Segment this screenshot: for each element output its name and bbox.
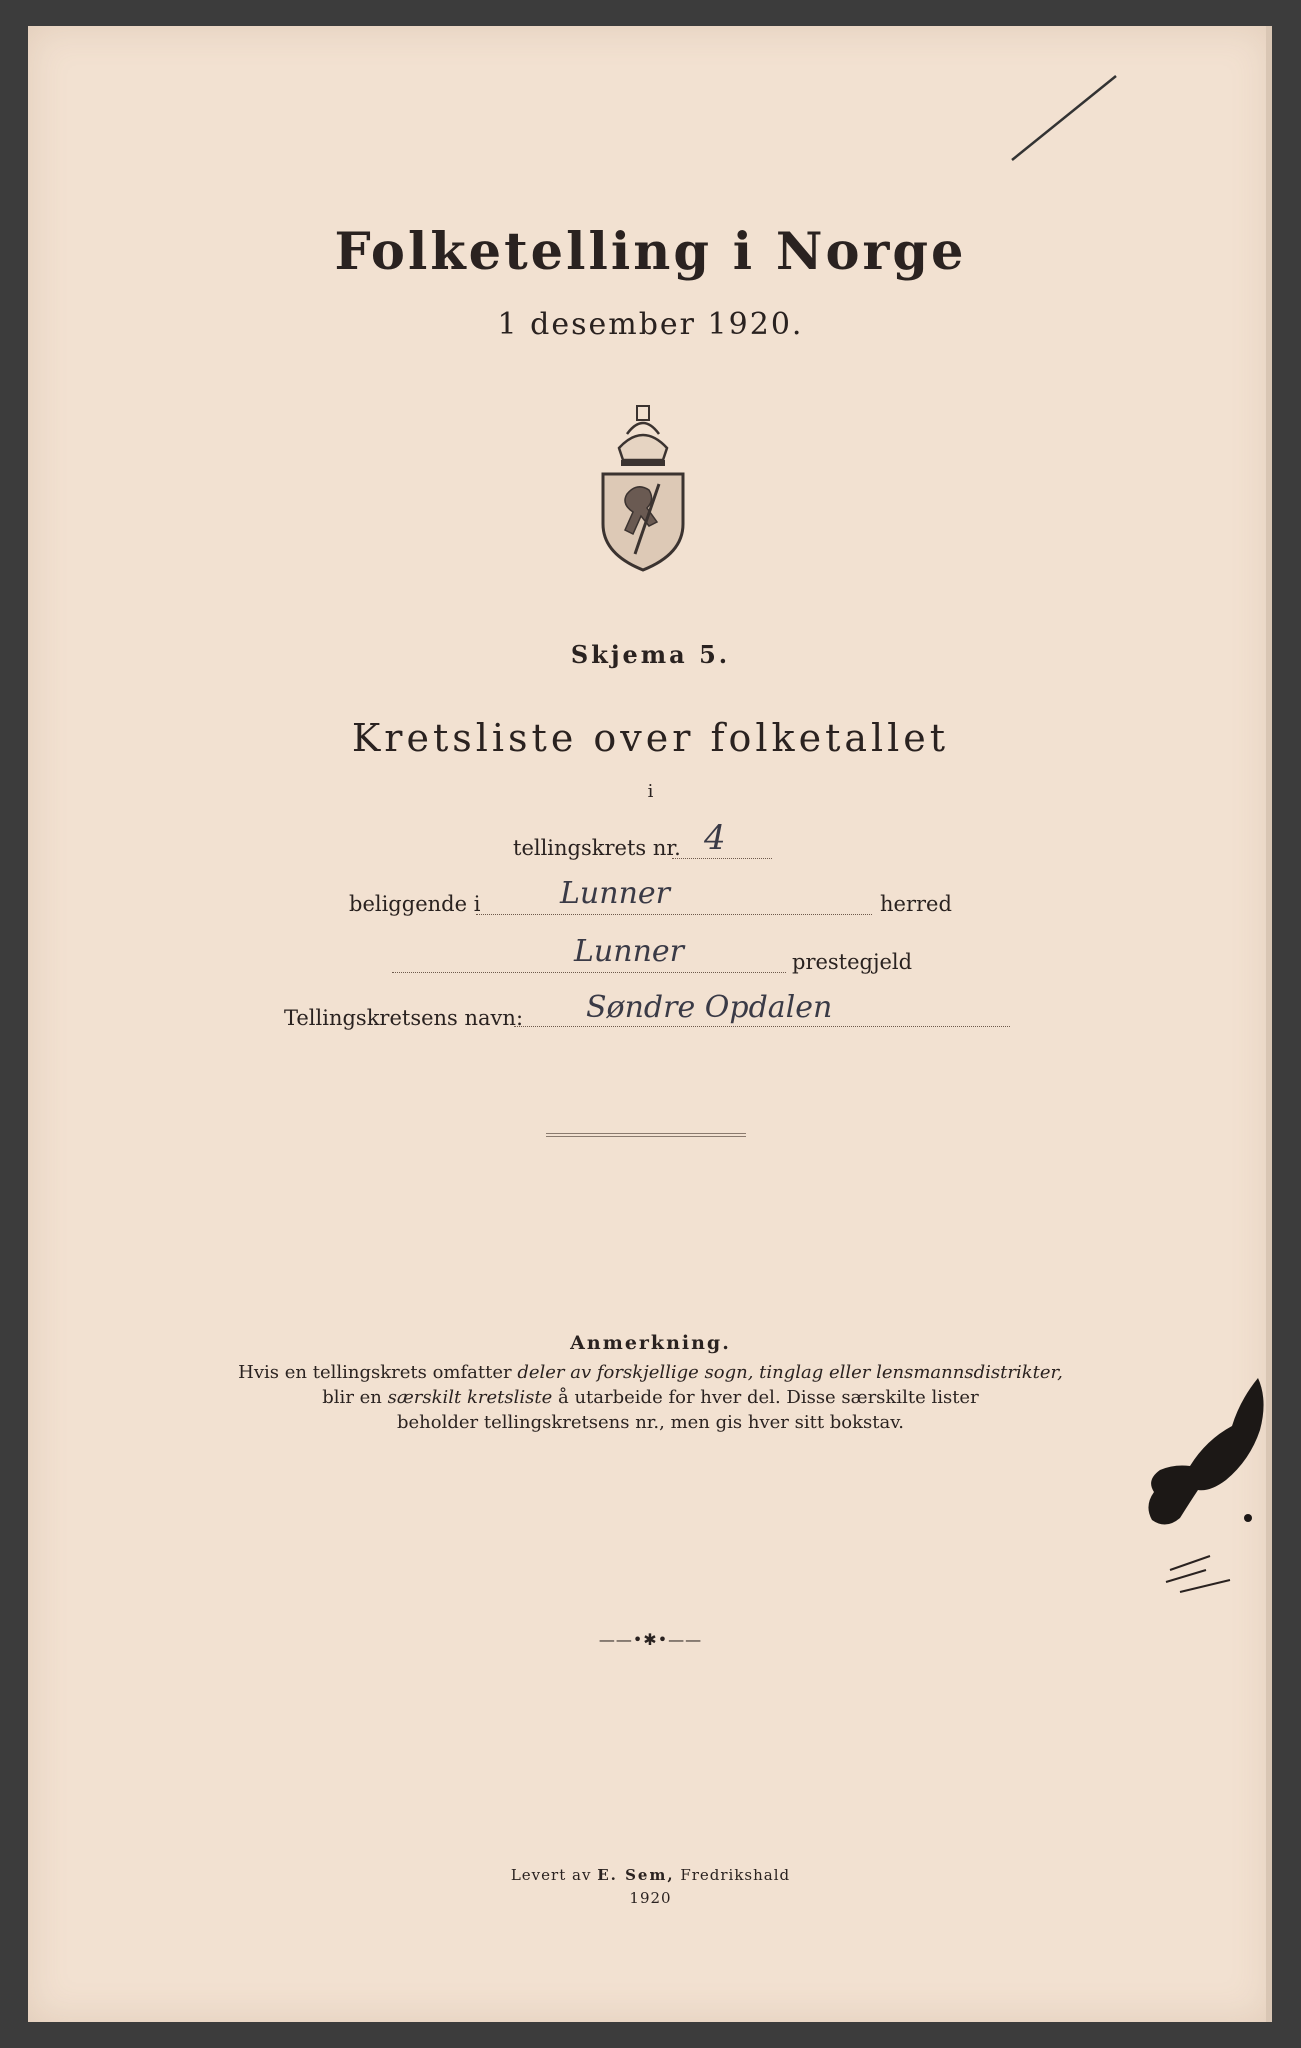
printer-prefix: Levert av [510, 1866, 598, 1884]
ornament-divider: ——•✱•—— [598, 1630, 703, 1649]
norwegian-coat-of-arms-icon [597, 404, 689, 572]
page-title: Folketelling i Norge [334, 222, 967, 282]
preposition-i: i [647, 781, 654, 802]
herred-value: Lunner [560, 876, 670, 911]
printer-place: Fredrikshald [674, 1866, 791, 1884]
herred-field [476, 886, 872, 915]
beliggende-label: beliggende i [349, 892, 481, 916]
census-date: 1 desember 1920. [497, 307, 804, 342]
note-line-1-italic: deler av forskjellige sogn, tinglag eller lensmannsdistrikter, [517, 1362, 1063, 1383]
corner-handwritten-number [1052, 98, 1073, 123]
prestegjeld-label: prestegjeld [792, 950, 913, 974]
ink-blot [1140, 1370, 1270, 1600]
prestegjeld-value: Lunner [574, 934, 684, 969]
note-heading: Anmerkning. [570, 1332, 731, 1354]
printer-year: 1920 [629, 1889, 672, 1907]
note-line-2-plain-a: blir en [322, 1387, 388, 1408]
krets-number-label: tellingskrets nr. [513, 836, 681, 860]
note-line-2-plain-b: å utarbeide for hver del. Disse særskilte lister [552, 1387, 979, 1408]
printer-line [0, 1866, 1301, 1884]
note-line-1 [0, 1362, 1301, 1383]
form-heading: Kretsliste over folketallet [351, 716, 950, 760]
herred-label: herred [880, 892, 952, 916]
note-line-2 [0, 1387, 1301, 1408]
krets-number-value: 4 [704, 818, 726, 858]
note-line-3: beholder tellingskretsens nr., men gis hver sitt bokstav. [396, 1412, 904, 1433]
krets-name-label: Tellingskretsens navn: [284, 1006, 524, 1030]
schema-number: Skjema 5. [570, 640, 731, 669]
krets-name-value: Søndre Opdalen [586, 990, 833, 1025]
printer-name: E. Sem, [597, 1866, 675, 1884]
note-line-1-plain: Hvis en tellingskrets omfatter [238, 1362, 518, 1383]
divider-rule [546, 1133, 746, 1137]
note-line-2-italic: særskilt kretsliste [387, 1387, 553, 1408]
